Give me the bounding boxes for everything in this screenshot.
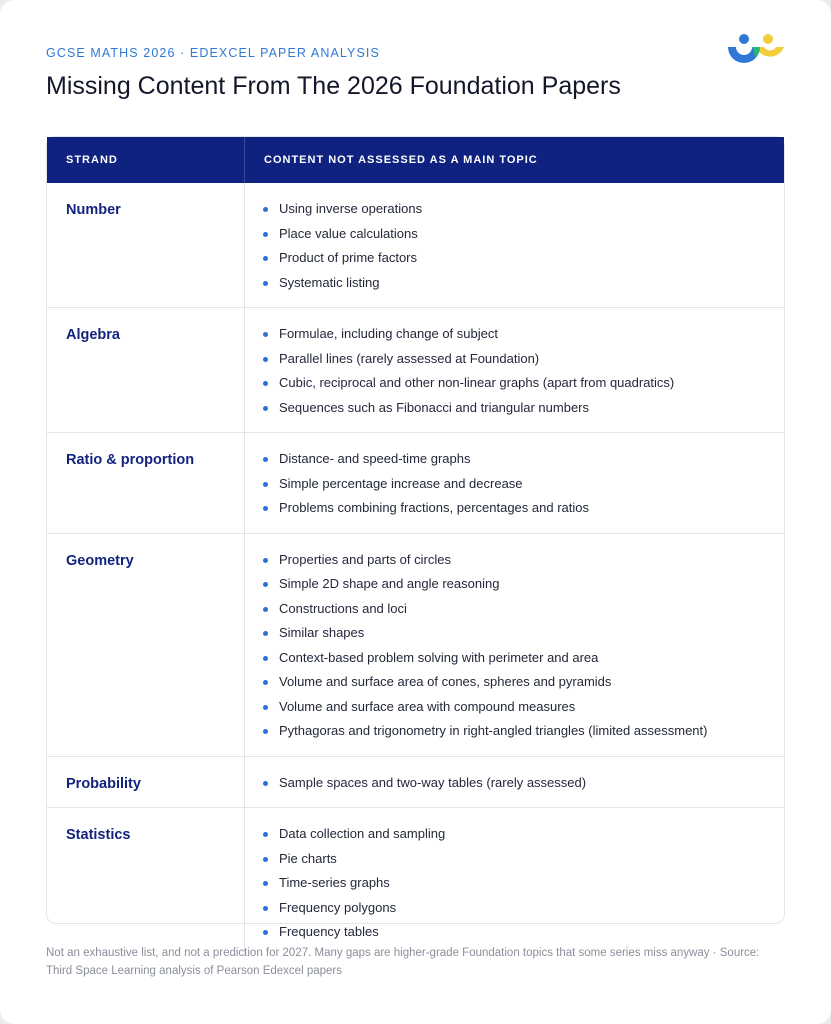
list-item: Parallel lines (rarely assessed at Foundation) bbox=[263, 347, 784, 372]
list-item: Pie charts bbox=[263, 847, 784, 872]
list-item: Frequency tables bbox=[263, 920, 784, 945]
strand-name: Ratio & proportion bbox=[47, 433, 245, 533]
list-item: Similar shapes bbox=[263, 621, 784, 646]
list-item: Properties and parts of circles bbox=[263, 548, 784, 573]
table-row bbox=[47, 183, 784, 307]
list-item: Constructions and loci bbox=[263, 597, 784, 622]
list-item: Cubic, reciprocal and other non-linear graphs (apart from quadratics) bbox=[263, 371, 784, 396]
content-cell bbox=[245, 534, 784, 756]
list-item: Simple percentage increase and decrease bbox=[263, 472, 784, 497]
strand-name: Geometry bbox=[47, 534, 245, 756]
list-item: Volume and surface area of cones, spheres and pyramids bbox=[263, 670, 784, 695]
page-title: Missing Content From The 2026 Foundation Papers bbox=[46, 72, 621, 100]
content-list bbox=[263, 197, 784, 295]
list-item: Problems combining fractions, percentages and ratios bbox=[263, 496, 784, 521]
list-item: Systematic listing bbox=[263, 271, 784, 296]
column-header-content: CONTENT NOT ASSESSED AS A MAIN TOPIC bbox=[264, 154, 538, 166]
table-row bbox=[47, 307, 784, 432]
list-item: Simple 2D shape and angle reasoning bbox=[263, 572, 784, 597]
list-item: Context-based problem solving with perimeter and area bbox=[263, 646, 784, 671]
content-cell bbox=[245, 308, 784, 432]
strand-name: Statistics bbox=[47, 808, 245, 957]
missing-content-table bbox=[46, 136, 785, 939]
list-item: Frequency polygons bbox=[263, 896, 784, 921]
content-list bbox=[263, 771, 784, 796]
content-cell bbox=[245, 757, 784, 808]
list-item: Distance- and speed-time graphs bbox=[263, 447, 784, 472]
strand-name: Number bbox=[47, 183, 245, 307]
column-header-strand: STRAND bbox=[47, 137, 245, 183]
footer-note: Not an exhaustive list, and not a prediction for 2027. Many gaps are higher-grade Foundation topics that some series miss anyway · Source: Third Space Learning analysis of Pearson Edexcel papers bbox=[46, 947, 760, 977]
content-cell bbox=[245, 183, 784, 307]
content-cell bbox=[245, 808, 784, 957]
strand-name: Algebra bbox=[47, 308, 245, 432]
list-item: Volume and surface area with compound measures bbox=[263, 695, 784, 720]
strand-name: Probability bbox=[47, 757, 245, 808]
list-item: Time-series graphs bbox=[263, 871, 784, 896]
table-row bbox=[47, 756, 784, 808]
list-item: Product of prime factors bbox=[263, 246, 784, 271]
eyebrow-label: GCSE MATHS 2026 · EDEXCEL PAPER ANALYSIS bbox=[46, 46, 380, 60]
table-row bbox=[47, 432, 784, 533]
list-item: Sample spaces and two-way tables (rarely assessed) bbox=[263, 771, 784, 796]
list-item: Place value calculations bbox=[263, 222, 784, 247]
content-list bbox=[263, 548, 784, 744]
content-list bbox=[263, 822, 784, 945]
content-list bbox=[263, 322, 784, 420]
list-item: Formulae, including change of subject bbox=[263, 322, 784, 347]
table-row bbox=[47, 533, 784, 756]
content-cell bbox=[245, 433, 784, 533]
list-item: Sequences such as Fibonacci and triangular numbers bbox=[263, 396, 784, 421]
content-list bbox=[263, 447, 784, 521]
list-item: Using inverse operations bbox=[263, 197, 784, 222]
table-body bbox=[47, 183, 784, 957]
table-header bbox=[47, 137, 784, 183]
list-item: Pythagoras and trigonometry in right-angled triangles (limited assessment) bbox=[263, 719, 784, 744]
table-row bbox=[47, 807, 784, 957]
third-space-learning-logo-icon bbox=[726, 32, 786, 68]
list-item: Data collection and sampling bbox=[263, 822, 784, 847]
